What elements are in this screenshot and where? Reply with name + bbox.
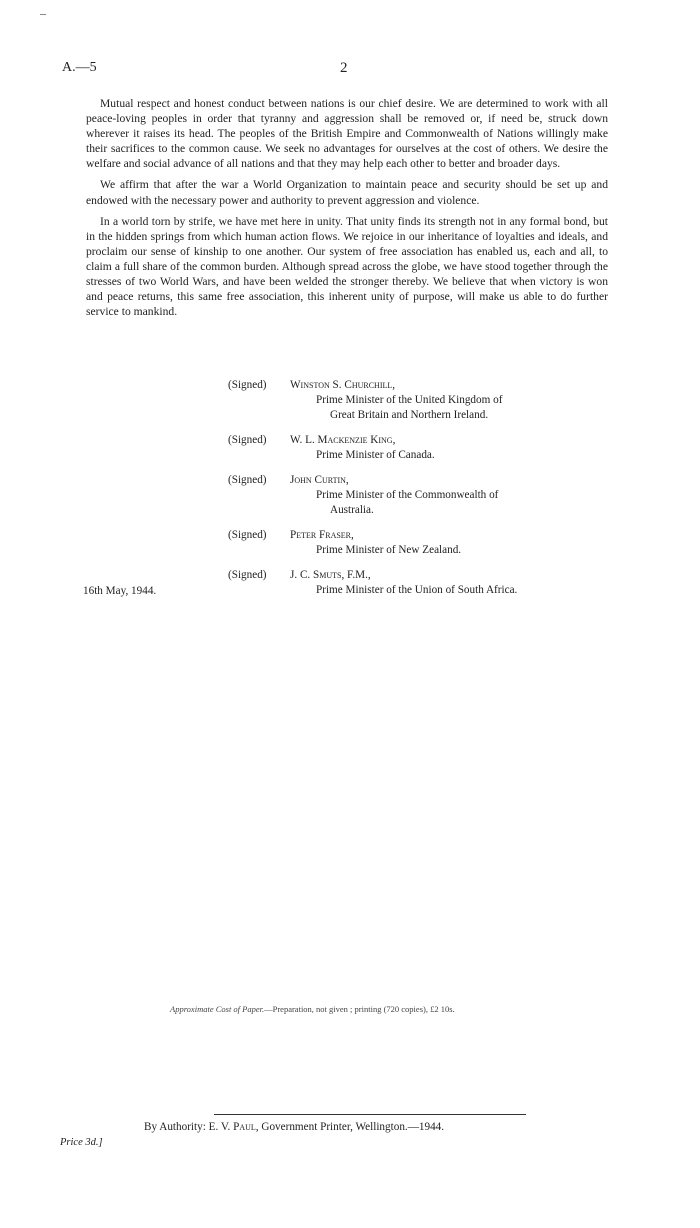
signatory-title: Prime Minister of the Union of South Africa. <box>316 584 518 596</box>
signature-entry <box>228 473 608 518</box>
signatory-title-continued: Australia. <box>330 504 374 516</box>
signatory-name: Peter Fraser, <box>290 529 354 541</box>
signed-label: (Signed) <box>228 569 267 581</box>
signature-block <box>228 378 608 608</box>
price-label: Price 3d.] <box>60 1137 103 1148</box>
paragraph: We affirm that after the war a World Organization to maintain peace and security should be set up and endowed with the necessary power and authority to prevent aggression and violence. <box>86 178 608 207</box>
signatory-title: Prime Minister of the Commonwealth of <box>316 489 499 501</box>
signatory-title: Prime Minister of Canada. <box>316 449 435 461</box>
document-date: 16th May, 1944. <box>83 585 157 597</box>
footnote-text: —Preparation, not given ; printing (720 copies), £2 10s. <box>264 1004 455 1014</box>
signature-entry <box>228 568 608 598</box>
signed-label: (Signed) <box>228 379 267 391</box>
signatory-title-continued: Great Britain and Northern Ireland. <box>330 409 489 421</box>
signature-entry <box>228 378 608 423</box>
footnote-label: Approximate Cost of Paper. <box>170 1004 265 1014</box>
imprint-printer: E. V. Paul, <box>208 1121 259 1133</box>
imprint-prefix: By Authority: <box>144 1121 206 1133</box>
signatory-name: John Curtin, <box>290 474 349 486</box>
signatory-title: Prime Minister of the United Kingdom of <box>316 394 503 406</box>
signatory-name: W. L. Mackenzie King, <box>290 434 396 446</box>
signatory-name: J. C. Smuts, F.M., <box>290 569 371 581</box>
signatory-name: Winston S. Churchill, <box>290 379 396 391</box>
cost-footnote <box>170 1004 455 1014</box>
signature-entry <box>228 433 608 463</box>
printer-imprint <box>144 1121 444 1133</box>
scan-mark <box>40 14 46 15</box>
page-number: 2 <box>340 60 348 76</box>
signature-entry <box>228 528 608 558</box>
signatory-title: Prime Minister of New Zealand. <box>316 544 462 556</box>
body-text <box>86 96 608 325</box>
imprint-suffix: Government Printer, Wellington.—1944. <box>261 1121 445 1133</box>
signed-label: (Signed) <box>228 529 267 541</box>
divider <box>214 1114 526 1115</box>
document-reference: A.—5 <box>62 60 97 75</box>
signed-label: (Signed) <box>228 434 267 446</box>
paragraph: Mutual respect and honest conduct between nations is our chief desire. We are determined to work with all peace-loving peoples in order that tyranny and aggression shall be removed or, if need be, struck down wherever it raises its head. The peoples of the British Empire and Commonwealth of Nations willingly make their sacrifices to the common cause. We seek no advantages for ourselves at the cost of others. We desire the welfare and social advance of all nations and that they may help each other to better and broader days. <box>86 97 608 171</box>
signed-label: (Signed) <box>228 474 267 486</box>
paragraph: In a world torn by strife, we have met here in unity. That unity finds its strength not in any formal bond, but in the hidden springs from which human action flows. We rejoice in our inheritance of loyalties and ideals, and proclaim our sense of kinship to one another. Our system of free association has enabled us, each and all, to claim a full share of the common burden. Although spread across the globe, we have stood together through the stresses of two World Wars, and have been welded the stronger thereby. We believe that when victory is won and peace returns, this same free association, this inherent unity of purpose, will make us able to do further service to mankind. <box>86 214 608 319</box>
